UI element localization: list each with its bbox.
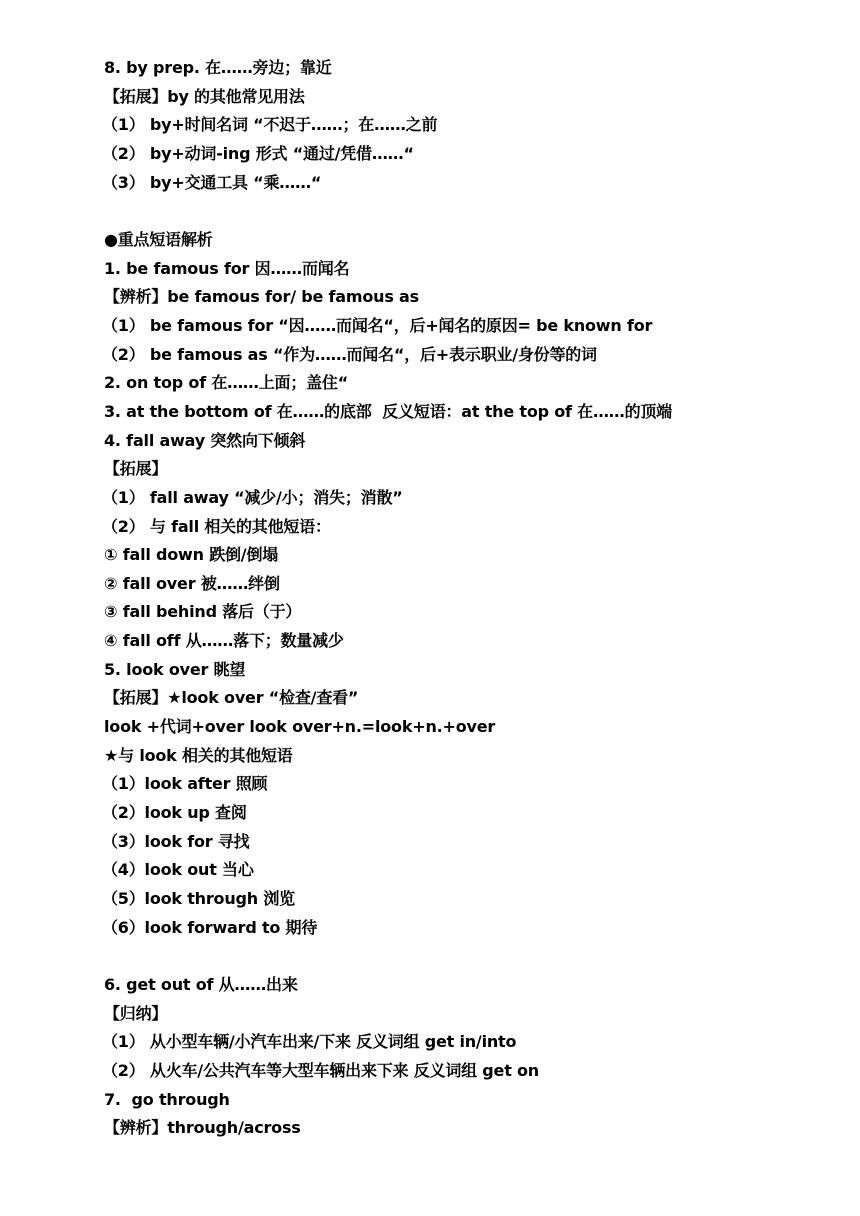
- text-line: （2） 从火车/公共汽车等大型车辆出来下来 反义词组 get on: [102, 1060, 539, 1080]
- text-line: ② fall over 被……绊倒: [104, 573, 280, 593]
- text-line: 【归纳】: [104, 1003, 168, 1023]
- text-line: 【拓展】by 的其他常见用法: [104, 86, 305, 106]
- text-line: 【辨析】through/across: [104, 1118, 301, 1138]
- text-line: （3）look for 寻找: [102, 831, 250, 851]
- text-line: （1） 从小型车辆/小汽车出来/下来 反义词组 get in/into: [102, 1032, 517, 1052]
- document-body: [104, 54, 824, 1143]
- text-line: （2） 与 fall 相关的其他短语：: [102, 516, 331, 536]
- text-line: 【辨析】be famous for/ be famous as: [104, 287, 419, 307]
- text-line: ④ fall off 从……落下；数量减少: [104, 631, 344, 651]
- text-line: 【拓展】: [104, 459, 168, 479]
- text-line: （2） by+动词-ing 形式 “通过/凭借……“: [102, 143, 414, 163]
- text-line: （1） be famous for “因……而闻名“，后+闻名的原因= be known for: [102, 315, 653, 335]
- text-line: 4. fall away 突然向下倾斜: [104, 430, 306, 450]
- text-line: （1） by+时间名词 “不迟于……；在……之前: [102, 115, 438, 135]
- text-line: 7. go through: [104, 1089, 230, 1109]
- blank-line: [104, 942, 824, 971]
- blank-line: [104, 197, 824, 226]
- text-line: （1）look after 照顾: [102, 774, 268, 794]
- text-line: （6）look forward to 期待: [102, 917, 318, 937]
- text-line: （1） fall away “减少/小；消失；消散”: [102, 487, 403, 507]
- text-line: 【拓展】★look over “检查/查看”: [104, 688, 359, 708]
- text-line: ① fall down 跌倒/倒塌: [104, 545, 279, 565]
- text-line: （5）look through 浏览: [102, 889, 295, 909]
- text-line: 6. get out of 从……出来: [104, 975, 298, 994]
- text-line: look +代词+over look over+n.=look+n.+over: [104, 717, 496, 737]
- text-line: 5. look over 眺望: [104, 659, 246, 679]
- text-line: 2. on top of 在……上面；盖住“: [104, 373, 349, 393]
- section-heading: ●重点短语解析: [104, 229, 213, 249]
- text-line: （2） be famous as “作为……而闻名“，后+表示职业/身份等的词: [102, 344, 597, 364]
- text-line: ③ fall behind 落后（于）: [104, 602, 302, 622]
- text-line: （2）look up 查阅: [102, 803, 247, 823]
- text-line: （3） by+交通工具 “乘……“: [102, 172, 322, 192]
- text-line: 1. be famous for 因……而闻名: [104, 258, 350, 278]
- text-line: （4）look out 当心: [102, 860, 254, 880]
- text-line: 3. at the bottom of 在……的底部 反义短语：at the top of 在……的顶端: [104, 401, 672, 421]
- text-line: ★与 look 相关的其他短语: [104, 745, 293, 765]
- text-line: 8. by prep. 在……旁边；靠近: [104, 58, 332, 77]
